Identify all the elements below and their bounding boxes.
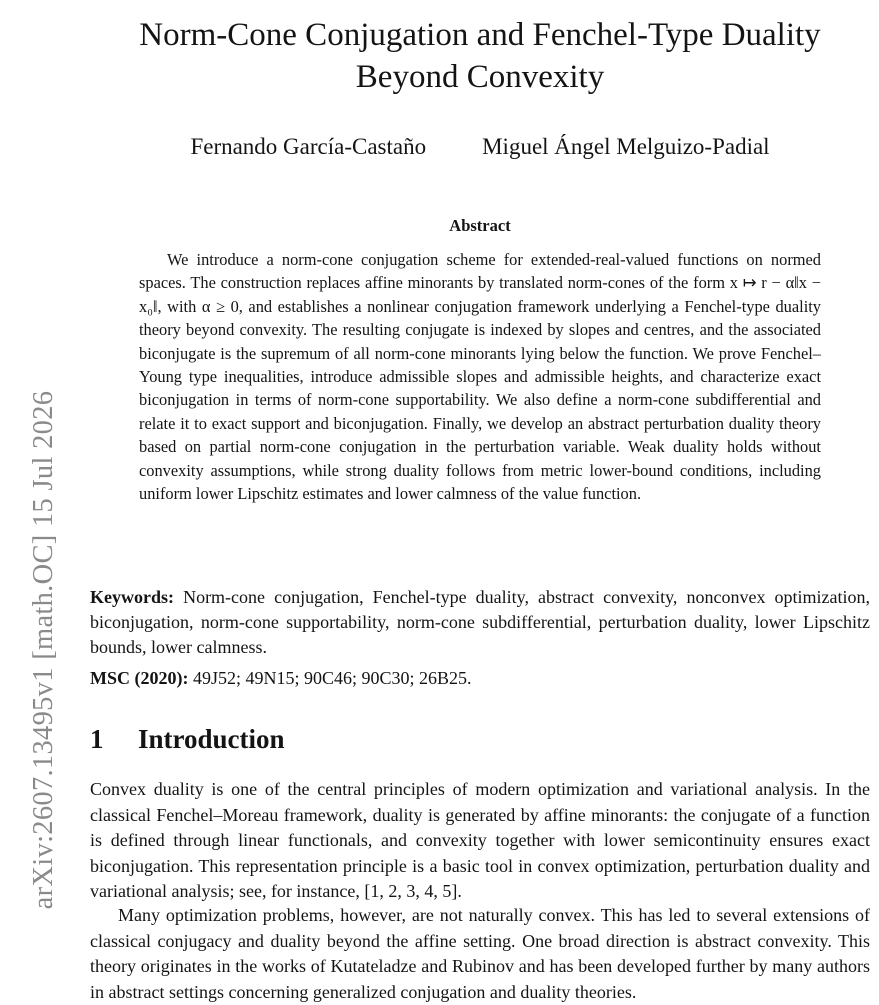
msc-text: 49J52; 49N15; 90C46; 90C30; 26B25.: [188, 668, 472, 688]
section-title: Introduction: [138, 724, 285, 754]
abstract-text: We introduce a norm-cone conjugation scheme for extended-real-valued functions on normed spaces. The construction replaces affine minorants by translated norm-cones of the form x ↦ r − α‖x − x₀‖, with α ≥ 0, and establishes a nonlinear conjugation framework underlying a Fenchel-type duality theory beyond convexity. The resulting conjugate is indexed by slopes and centres, and the associated biconjugate is the supremum of all norm-cone minorants lying below the function. We prove Fenchel–Young type inequalities, introduce admissible slopes and admissible heights, and characterize exact biconjugation in terms of norm-cone supportability. We also define a norm-cone subdifferential and relate it to exact support and biconjugation. Finally, we develop an abstract perturbation duality theory based on partial norm-cone conjugation in the perturbation variable. Weak duality holds without convexity assumptions, while strong duality follows from metric lower-bound conditions, including uniform lower Lipschitz estimates and lower calmness of the value function.: [139, 250, 821, 504]
msc-classification: [90, 666, 870, 691]
msc-label: MSC (2020):: [90, 668, 189, 688]
paper-title: [90, 14, 870, 98]
section-number: 1: [90, 724, 104, 754]
keywords-label: Keywords:: [90, 587, 174, 607]
author-1: Fernando García-Castaño: [190, 134, 427, 159]
title-line-1: Norm-Cone Conjugation and Fenchel-Type Duality: [139, 17, 821, 53]
author-list: [90, 134, 870, 160]
intro-paragraph-1: Convex duality is one of the central principles of modern optimization and variational analysis. In the classical Fenchel–Moreau framework, duality is generated by affine minorants: the conjugate of a function is defined through linear functionals, and convexity together with lower semicontinuity ensures exact biconjugation. This representation principle is a basic tool in convex optimization, perturbation duality and variational analysis; see, for instance, [1, 2, 3, 4, 5].: [90, 779, 870, 902]
author-2: Miguel Ángel Melguizo-Padial: [482, 134, 770, 159]
abstract-heading: Abstract: [449, 216, 511, 235]
section-heading: [90, 724, 285, 755]
arxiv-identifier: arXiv:2607.13495v1 [math.OC] 15 Jul 2026: [28, 390, 59, 910]
keywords-text: Norm-cone conjugation, Fenchel-type duality, abstract convexity, nonconvex optimization, biconjugation, norm-cone supportability, norm-cone subdifferential, perturbation duality, lower Lipschitz bounds, lower calmness.: [90, 587, 870, 657]
keywords: [90, 585, 870, 660]
intro-paragraph-2: Many optimization problems, however, are not naturally convex. This has led to several extensions of classical conjugacy and duality beyond the affine setting. One broad direction is abstract convexity. This theory originates in the works of Kutateladze and Rubinov and has been developed further by many authors in abstract settings concerning generalized conjugation and duality theories.: [90, 905, 870, 1002]
title-line-2: Beyond Convexity: [355, 59, 605, 95]
